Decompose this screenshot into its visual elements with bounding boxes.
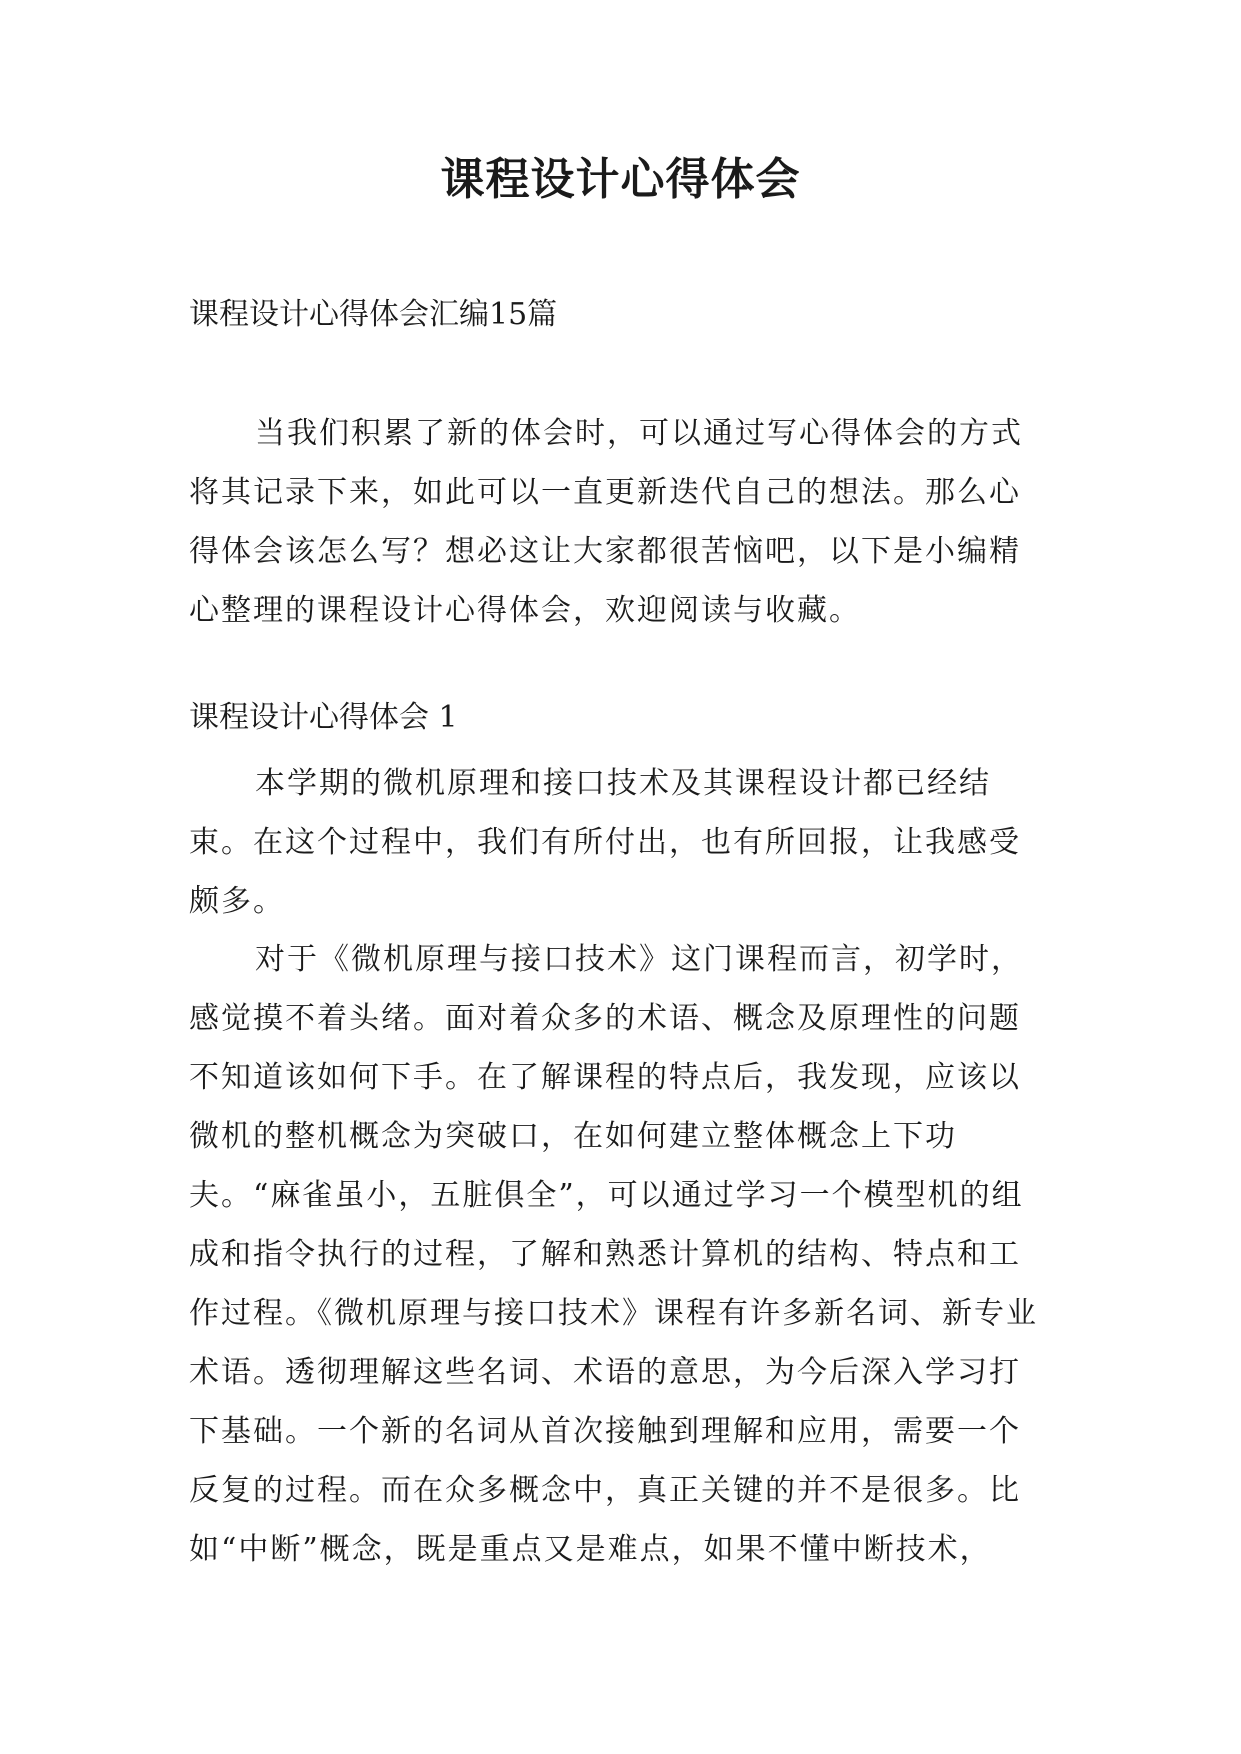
section-heading: 课程设计心得体会 1 — [189, 700, 458, 735]
body-paragraph: 本学期的微机原理和接口技术及其课程设计都已经结束。在这个过程中，我们有所付出，也有所回报，让我感受颇多。 — [189, 766, 1021, 919]
body-paragraph: 对于《微机原理与接口技术》这门课程而言，初学时，感觉摸不着头绪。面对着众多的术语、概念及原理性的问题不知道该如何下手。在了解课程的特点后，我发现，应该以微机的整机概念为突破口，在如何建立整体概念上下功夫。“麻雀虽小，五脏俱全”，可以通过学习一个模型机的组成和指令执行的过程，了解和熟悉计算机的结构、特点和工作过程。《微机原理与接口技术》课程有许多新名词、新专业术语。透彻理解这些名词、术语的意思，为今后深入学习打下基础。一个新的名词从首次接触到理解和应用，需要一个反复的过程。而在众多概念中，真正关键的并不是很多。比如“中断”概念，既是重点又是难点，如果不懂中断技术， — [189, 942, 1038, 1567]
document-subtitle: 课程设计心得体会汇编15篇 — [189, 297, 558, 332]
document-title: 课程设计心得体会 — [440, 154, 801, 205]
intro-paragraph: 当我们积累了新的体会时，可以通过写心得体会的方式将其记录下来，如此可以一直更新迭代自己的想法。那么心得体会该怎么写？想必这让大家都很苦恼吧，以下是小编精心整理的课程设计心得体会，欢迎阅读与收藏。 — [189, 416, 1023, 628]
